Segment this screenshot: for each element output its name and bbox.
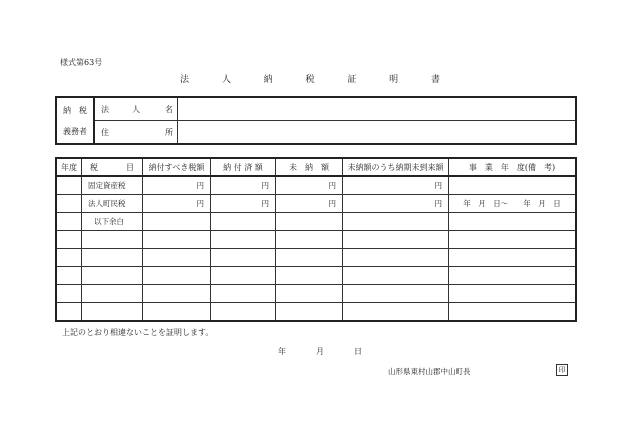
note-cell[interactable] bbox=[449, 213, 577, 231]
corporate-name-label bbox=[94, 97, 178, 121]
note-cell[interactable] bbox=[449, 303, 577, 322]
header-year: 年度 bbox=[56, 158, 82, 176]
tax-table-header bbox=[56, 158, 576, 176]
year-cell[interactable] bbox=[56, 213, 82, 231]
note-cell[interactable] bbox=[449, 285, 577, 303]
tax-item-cell[interactable] bbox=[82, 285, 143, 303]
header-tax-item-b: 目 bbox=[126, 162, 134, 172]
assessed-cell[interactable] bbox=[143, 285, 211, 303]
unpaid-cell[interactable] bbox=[276, 285, 343, 303]
name-label-char: 名 bbox=[165, 105, 173, 114]
document-title bbox=[180, 72, 440, 85]
unpaid-cell[interactable] bbox=[276, 213, 343, 231]
header-unpaid: 未 納 額 bbox=[276, 158, 343, 176]
note-cell[interactable] bbox=[449, 231, 577, 249]
paid-cell[interactable]: 円 bbox=[211, 176, 276, 195]
title-char: 法 bbox=[180, 75, 190, 85]
assessed-cell[interactable] bbox=[143, 249, 211, 267]
unpaid-cell[interactable] bbox=[276, 231, 343, 249]
date-day: 日 bbox=[354, 347, 362, 356]
tax-item-cell[interactable] bbox=[82, 231, 143, 249]
unpaid-cell[interactable] bbox=[276, 249, 343, 267]
certification-statement: 上記のとおり相違ないことを証明します。 bbox=[62, 328, 214, 337]
note-cell[interactable] bbox=[449, 249, 577, 267]
paid-cell[interactable] bbox=[211, 267, 276, 285]
title-char: 明 bbox=[389, 75, 399, 85]
table-row bbox=[56, 249, 576, 267]
assessed-cell[interactable]: 円 bbox=[143, 176, 211, 195]
address-label bbox=[94, 121, 178, 145]
note-cell[interactable] bbox=[449, 176, 577, 195]
year-cell[interactable] bbox=[56, 176, 82, 195]
paid-cell[interactable] bbox=[211, 249, 276, 267]
header-note: 事 業 年 度(備 考) bbox=[449, 158, 577, 176]
unpaid-cell[interactable]: 円 bbox=[276, 195, 343, 213]
address-field[interactable] bbox=[178, 121, 577, 145]
paid-cell[interactable] bbox=[211, 231, 276, 249]
year-cell[interactable] bbox=[56, 267, 82, 285]
tax-item-cell[interactable] bbox=[82, 303, 143, 322]
name-label-char: 法 bbox=[101, 105, 109, 114]
tax-table bbox=[55, 157, 577, 322]
unpaid-cell[interactable] bbox=[276, 267, 343, 285]
title-char: 納 bbox=[263, 75, 273, 85]
assessed-cell[interactable] bbox=[143, 213, 211, 231]
issuer-name: 山形県東村山郡中山町長 bbox=[388, 367, 471, 376]
taxpayer-table bbox=[55, 96, 577, 145]
taxpayer-heading bbox=[56, 97, 94, 144]
header-tax-item-a: 税 bbox=[90, 162, 98, 172]
tax-item-cell: 法人町民税 bbox=[82, 195, 143, 213]
address-label-char: 住 bbox=[101, 128, 109, 137]
not-due-cell[interactable] bbox=[343, 285, 449, 303]
tax-item-cell: 固定資産税 bbox=[82, 176, 143, 195]
table-row bbox=[56, 303, 576, 322]
table-row bbox=[56, 267, 576, 285]
not-due-cell[interactable]: 円 bbox=[343, 195, 449, 213]
seal-mark: 印 bbox=[556, 364, 568, 376]
note-cell[interactable] bbox=[449, 267, 577, 285]
assessed-cell[interactable] bbox=[143, 303, 211, 322]
year-cell[interactable] bbox=[56, 303, 82, 322]
address-label-char: 所 bbox=[165, 128, 173, 137]
title-char: 書 bbox=[430, 75, 440, 85]
header-paid: 納 付 済 額 bbox=[211, 158, 276, 176]
not-due-cell[interactable] bbox=[343, 249, 449, 267]
tax-item-cell: 以下余白 bbox=[82, 213, 143, 231]
not-due-cell[interactable]: 円 bbox=[343, 176, 449, 195]
not-due-cell[interactable] bbox=[343, 267, 449, 285]
table-row bbox=[56, 231, 576, 249]
header-tax-item bbox=[82, 158, 143, 176]
not-due-cell[interactable] bbox=[343, 231, 449, 249]
title-char: 証 bbox=[347, 75, 357, 85]
table-row bbox=[56, 176, 576, 195]
year-cell[interactable] bbox=[56, 249, 82, 267]
tax-item-cell[interactable] bbox=[82, 249, 143, 267]
not-due-cell[interactable] bbox=[343, 213, 449, 231]
title-char: 税 bbox=[305, 75, 315, 85]
issue-date bbox=[278, 346, 362, 357]
taxpayer-heading-line1: 納 税 bbox=[63, 105, 87, 115]
note-cell[interactable]: 年 月 日～ 年 月 日 bbox=[449, 195, 577, 213]
paid-cell[interactable] bbox=[211, 213, 276, 231]
date-year: 年 bbox=[278, 347, 286, 356]
corporate-name-field[interactable] bbox=[178, 97, 577, 121]
unpaid-cell[interactable] bbox=[276, 303, 343, 322]
table-row bbox=[56, 285, 576, 303]
assessed-cell[interactable]: 円 bbox=[143, 195, 211, 213]
assessed-cell[interactable] bbox=[143, 231, 211, 249]
table-row bbox=[56, 195, 576, 213]
unpaid-cell[interactable]: 円 bbox=[276, 176, 343, 195]
header-not-due: 未納額のうち納期未到来額 bbox=[343, 158, 449, 176]
date-month: 月 bbox=[316, 347, 324, 356]
title-char: 人 bbox=[221, 75, 231, 85]
assessed-cell[interactable] bbox=[143, 267, 211, 285]
table-row bbox=[56, 213, 576, 231]
form-number: 様式第63号 bbox=[60, 58, 103, 67]
year-cell[interactable] bbox=[56, 231, 82, 249]
header-assessed: 納付すべき税額 bbox=[143, 158, 211, 176]
paid-cell[interactable] bbox=[211, 303, 276, 322]
taxpayer-heading-line2: 義務者 bbox=[63, 126, 87, 136]
not-due-cell[interactable] bbox=[343, 303, 449, 322]
tax-item-cell[interactable] bbox=[82, 267, 143, 285]
name-label-char: 人 bbox=[132, 105, 140, 114]
paid-cell[interactable]: 円 bbox=[211, 195, 276, 213]
year-cell[interactable] bbox=[56, 195, 82, 213]
paid-cell[interactable] bbox=[211, 285, 276, 303]
year-cell[interactable] bbox=[56, 285, 82, 303]
